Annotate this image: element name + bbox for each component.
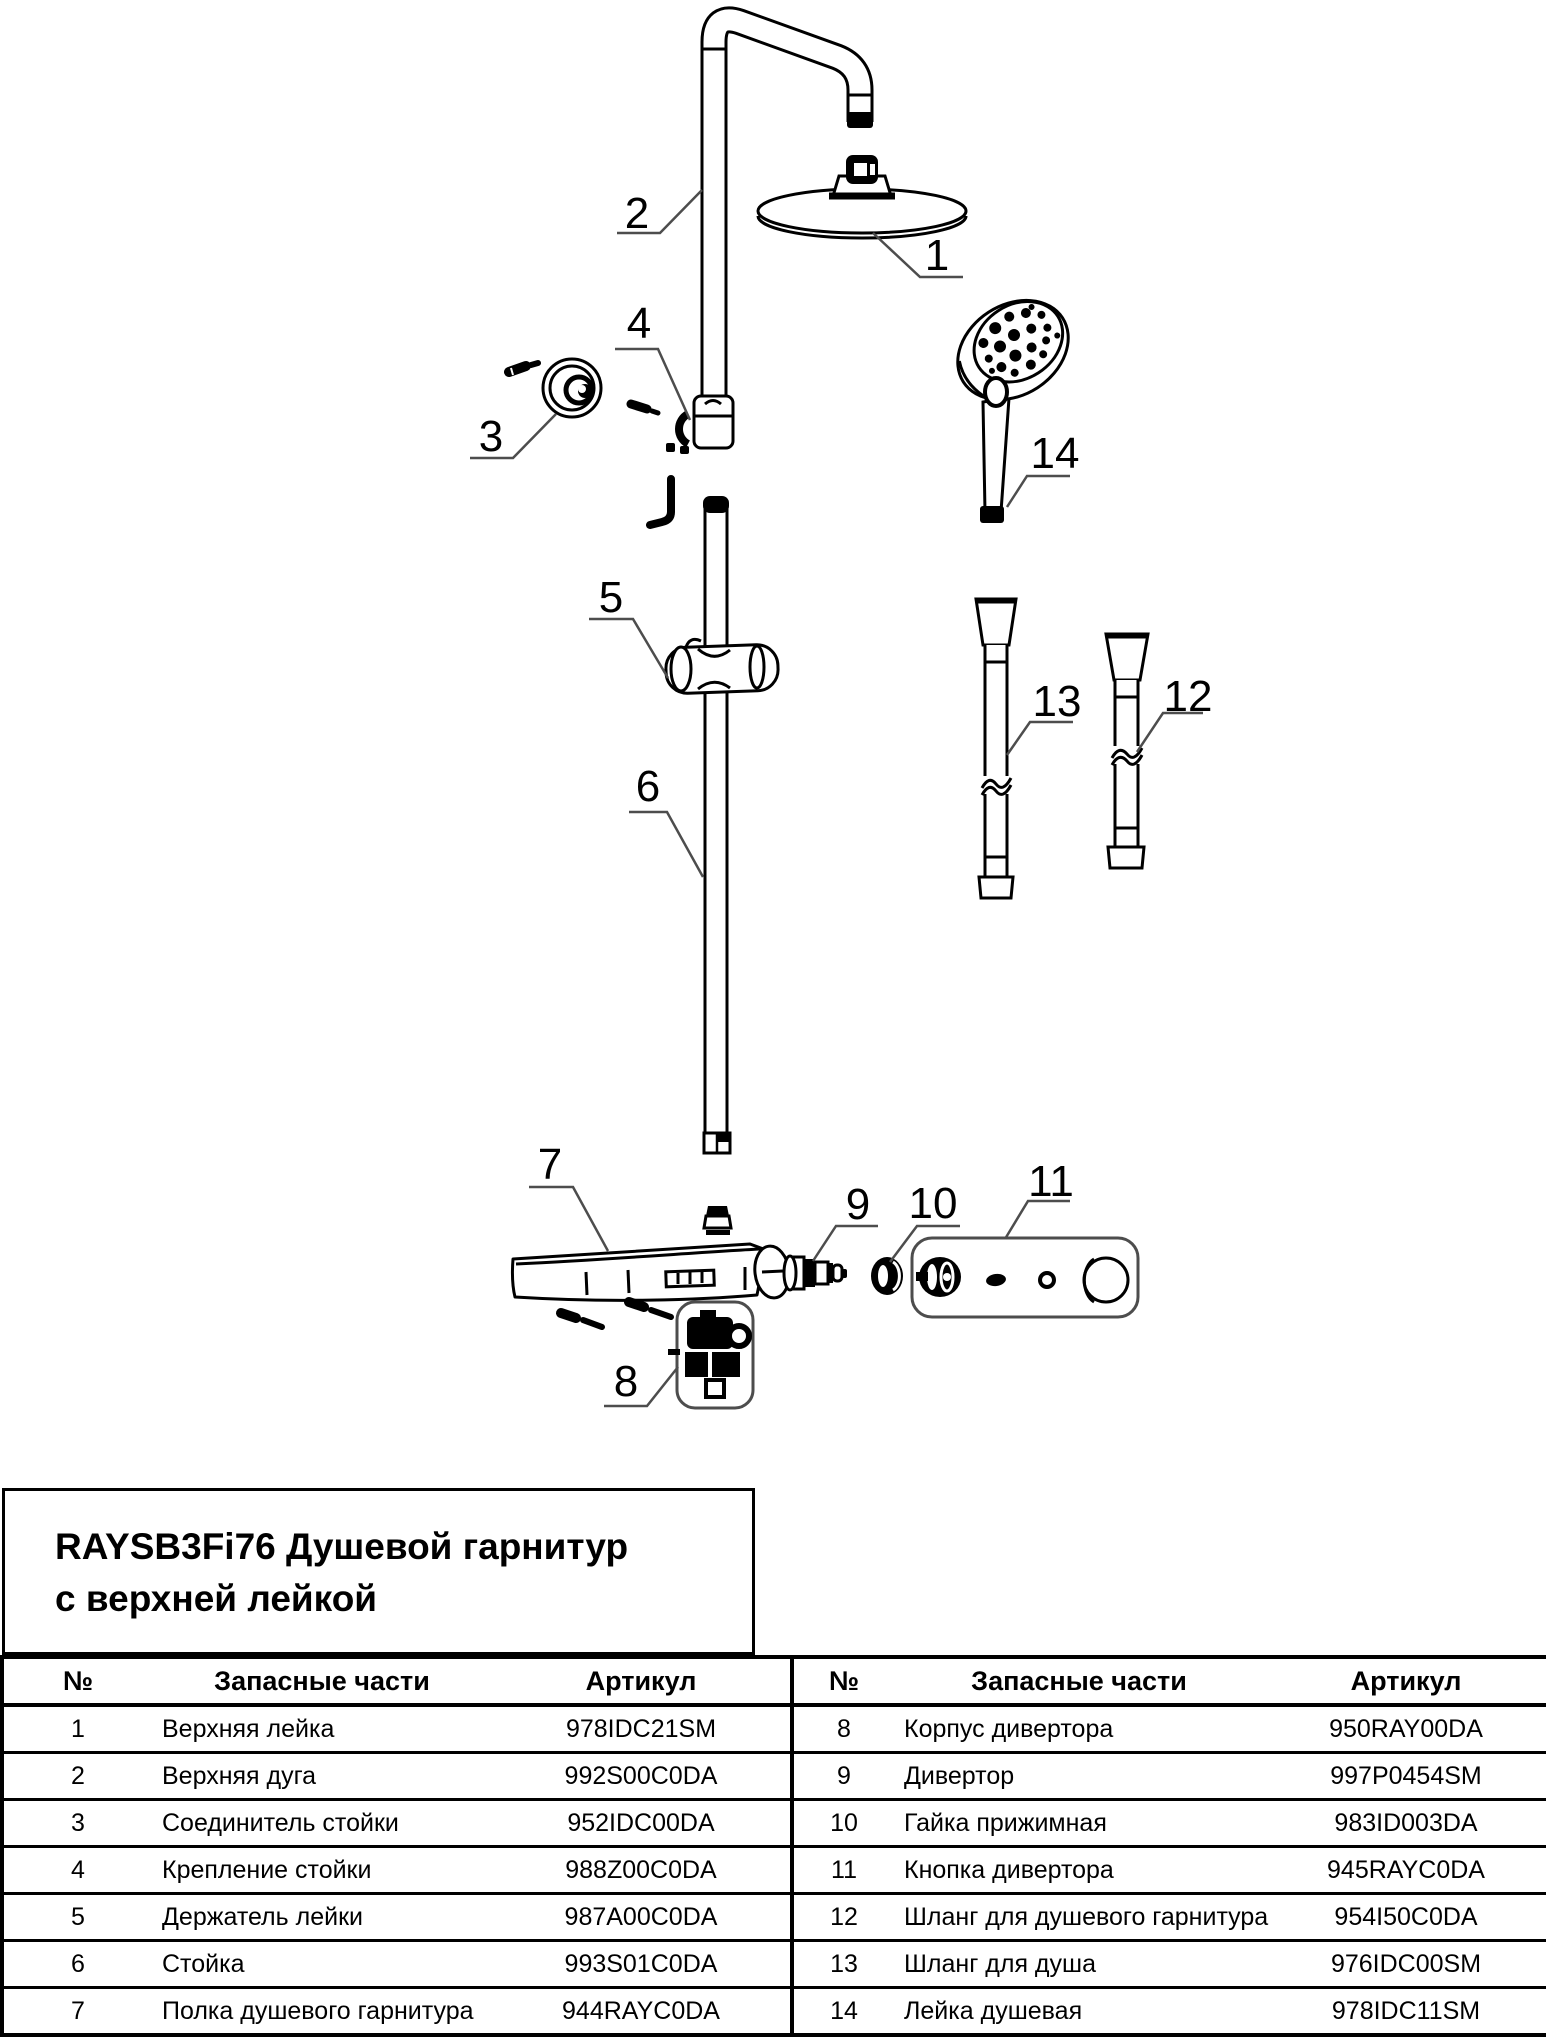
part-9-diverter-drawing (784, 1256, 847, 1290)
part-1-overhead-shower-drawing (758, 155, 966, 238)
cell-article: 952IDC00DA (492, 1800, 792, 1847)
header-article: Артикул (1264, 1657, 1546, 1705)
cell-name: Стойка (152, 1941, 492, 1988)
table-row (2, 1800, 792, 1847)
parts-table-right (794, 1655, 1546, 2037)
callout-1-leader (873, 233, 963, 277)
part-12-hose-drawing (1106, 634, 1148, 868)
callout-12: 12 (1163, 672, 1213, 721)
cell-name: Верхняя лейка (152, 1705, 492, 1753)
part-8-diverter-body-drawing (668, 1302, 753, 1408)
part-14-hand-shower-drawing (939, 280, 1087, 523)
cell-name: Шланг для душа (894, 1941, 1264, 1988)
parts-tables (0, 1655, 1546, 2037)
table-row (794, 1941, 1546, 1988)
cell-article: 987A00C0DA (492, 1894, 792, 1941)
cell-article: 997P0454SM (1264, 1753, 1546, 1800)
cell-article: 950RAY00DA (1264, 1705, 1546, 1753)
cell-article: 945RAYC0DA (1264, 1847, 1546, 1894)
cell-num: 14 (794, 1988, 894, 2036)
cell-name: Верхняя дуга (152, 1753, 492, 1800)
header-name: Запасные части (152, 1657, 492, 1705)
callout-7: 7 (537, 1140, 563, 1189)
cell-name: Кнопка дивертора (894, 1847, 1264, 1894)
cell-article: 976IDC00SM (1264, 1941, 1546, 1988)
cell-article: 978IDC11SM (1264, 1988, 1546, 2036)
table-row (2, 1988, 792, 2036)
title-block (2, 1488, 755, 1655)
callout-6: 6 (635, 762, 661, 811)
cell-num: 10 (794, 1800, 894, 1847)
table-header-row (794, 1657, 1546, 1705)
part-3-connector-drawing (509, 359, 601, 417)
cell-num: 9 (794, 1753, 894, 1800)
callout-14: 14 (1030, 429, 1080, 478)
cell-article: 944RAYC0DA (492, 1988, 792, 2036)
part-11-button-drawing (912, 1238, 1138, 1317)
table-row (794, 1753, 1546, 1800)
shelf-screws-drawing (561, 1302, 671, 1327)
parts-table-left-body (2, 1705, 792, 2035)
callout-5: 5 (598, 573, 624, 622)
cell-num: 2 (2, 1753, 152, 1800)
cell-num: 11 (794, 1847, 894, 1894)
parts-table-left (0, 1655, 794, 2037)
cell-num: 1 (2, 1705, 152, 1753)
cell-name: Полка душевого гарнитура (152, 1988, 492, 2036)
callout-11: 11 (1028, 1157, 1074, 1206)
cell-name: Шланг для душевого гарнитура (894, 1894, 1264, 1941)
cell-name: Соединитель стойки (152, 1800, 492, 1847)
cell-name: Держатель лейки (152, 1894, 492, 1941)
cell-name: Гайка прижимная (894, 1800, 1264, 1847)
callout-10: 10 (908, 1179, 958, 1228)
part-13-hose-drawing (976, 599, 1016, 898)
cell-article: 978IDC21SM (492, 1705, 792, 1753)
table-header-row (2, 1657, 792, 1705)
header-number: № (2, 1657, 152, 1705)
parts-table-right-body (794, 1705, 1546, 2035)
callout-3: 3 (478, 412, 504, 461)
table-row (2, 1894, 792, 1941)
cell-article: 983ID003DA (1264, 1800, 1546, 1847)
callout-13-leader (1007, 722, 1073, 755)
table-row (794, 1800, 1546, 1847)
cell-num: 8 (794, 1705, 894, 1753)
cell-name: Корпус дивертора (894, 1705, 1264, 1753)
table-row (2, 1753, 792, 1800)
callout-13: 13 (1032, 677, 1082, 726)
cell-name: Крепление стойки (152, 1847, 492, 1894)
part-5-holder-drawing (665, 639, 779, 694)
header-number: № (794, 1657, 894, 1705)
cell-num: 13 (794, 1941, 894, 1988)
table-row (2, 1705, 792, 1753)
callout-7-leader (529, 1187, 608, 1251)
table-row (2, 1847, 792, 1894)
callout-6-leader (629, 812, 703, 877)
header-name: Запасные части (894, 1657, 1264, 1705)
cell-num: 6 (2, 1941, 152, 1988)
product-title-line1: RAYSB3Fi76 Душевой гарнитур (55, 1526, 629, 1567)
header-article: Артикул (492, 1657, 792, 1705)
table-row (2, 1941, 792, 1988)
cell-num: 5 (2, 1894, 152, 1941)
cell-article: 992S00C0DA (492, 1753, 792, 1800)
part-10-nut-drawing (871, 1257, 903, 1295)
cell-num: 12 (794, 1894, 894, 1941)
cell-name: Дивертор (894, 1753, 1264, 1800)
callout-2: 2 (624, 189, 650, 238)
cell-num: 3 (2, 1800, 152, 1847)
callout-4: 4 (626, 299, 652, 348)
part-7-shelf-drawing (512, 1244, 792, 1300)
callout-9: 9 (845, 1180, 871, 1229)
cell-article: 988Z00C0DA (492, 1847, 792, 1894)
callout-9-leader (813, 1226, 878, 1261)
part-6-slide-bar-drawing (703, 496, 730, 1153)
shelf-nut-drawing (704, 1206, 731, 1235)
callout-5-leader (589, 619, 668, 678)
callout-11-leader (1005, 1201, 1070, 1239)
callout-1: 1 (924, 231, 950, 280)
cell-article: 954I50C0DA (1264, 1894, 1546, 1941)
cell-article: 993S01C0DA (492, 1941, 792, 1988)
table-row (794, 1894, 1546, 1941)
product-title-line2: с верхней лейкой (55, 1578, 378, 1619)
callout-8: 8 (613, 1357, 639, 1406)
cell-num: 4 (2, 1847, 152, 1894)
table-row (794, 1705, 1546, 1753)
callout-10-leader (890, 1226, 960, 1262)
callout-14-leader (1007, 476, 1070, 507)
cell-name: Лейка душевая (894, 1988, 1264, 2036)
cell-num: 7 (2, 1988, 152, 2036)
table-row (794, 1988, 1546, 2036)
table-row (794, 1847, 1546, 1894)
